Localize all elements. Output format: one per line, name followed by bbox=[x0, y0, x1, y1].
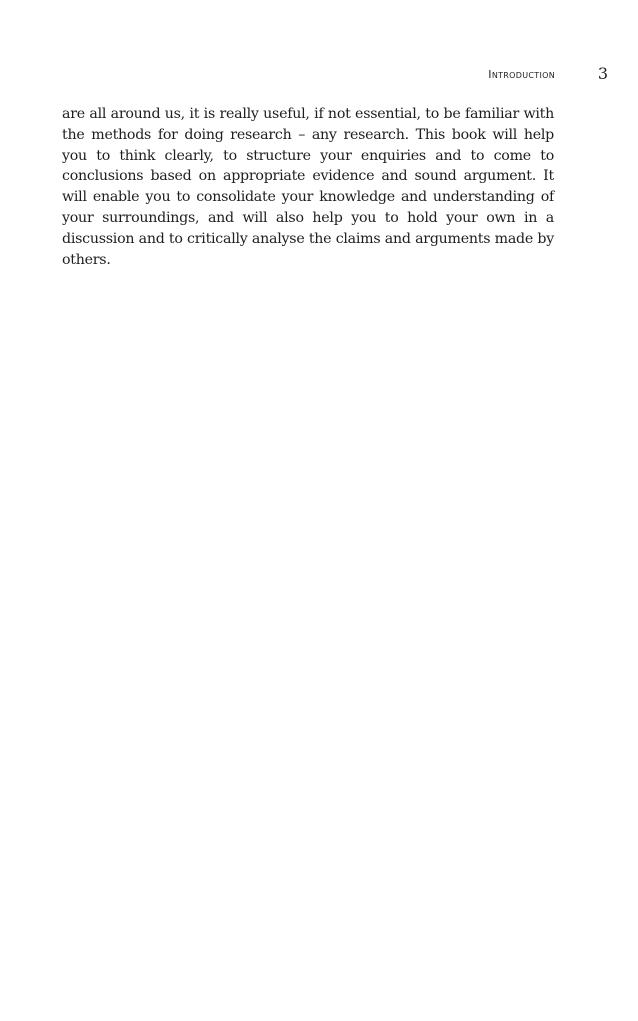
running-head bbox=[62, 66, 611, 86]
body-paragraph: are all around us, it is really useful, if not essential, to be familiar with the methods for doing research – any research. This book will help you to think clearly, to structure your enquiries and to come to conclusions based on appropriate evidence and sound argument. It will enable you to consolidate your knowledge and understanding of your surroundings, and will also help you to hold your own in a discussion and to critically analyse the claims and arguments made by others. bbox=[62, 106, 554, 268]
page-number: 3 bbox=[597, 64, 608, 83]
running-title: Introduction bbox=[488, 68, 555, 81]
